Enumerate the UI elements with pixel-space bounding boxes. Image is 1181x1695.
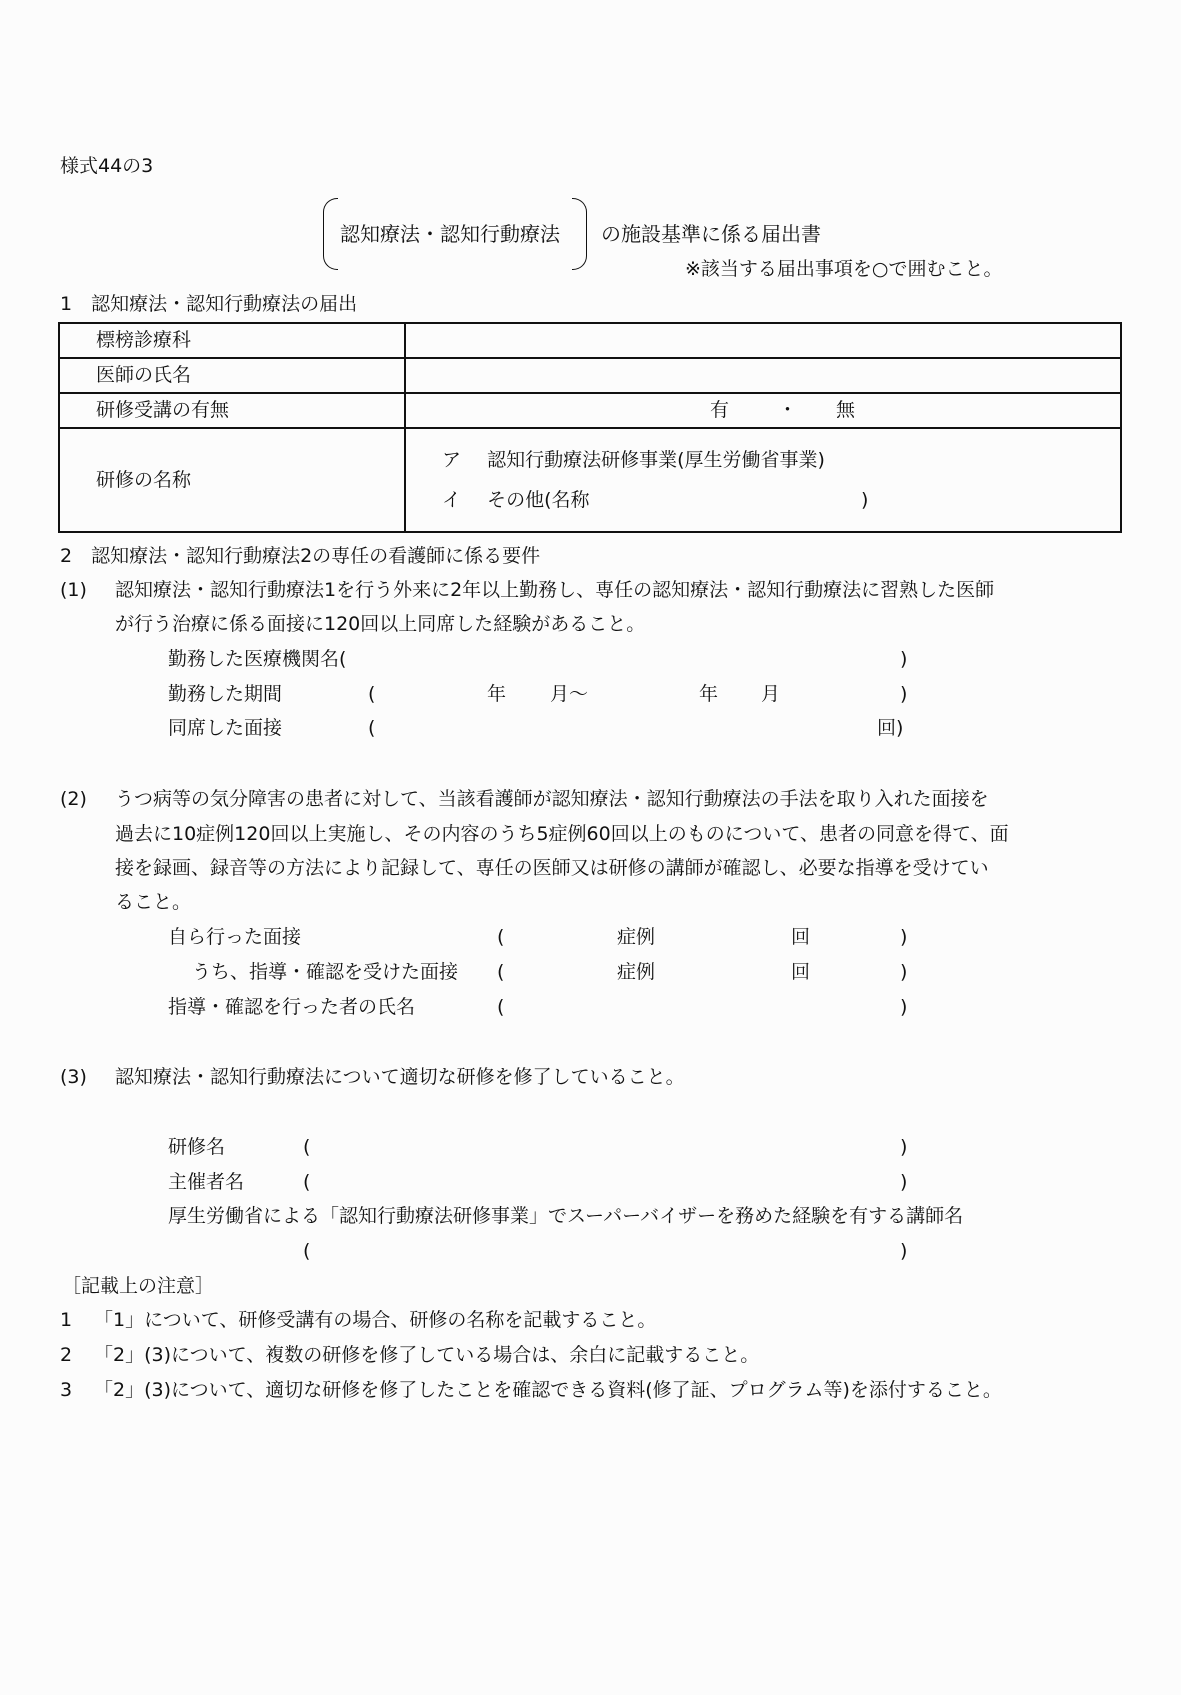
item1-line1: 認知療法・認知行動療法1を行う外来に2年以上勤務し、専任の認知療法・認知行動療法に習熟した医師 bbox=[115, 579, 995, 601]
option-marker: イ bbox=[442, 489, 462, 511]
item3-number: (3) bbox=[60, 1066, 87, 1088]
training-name-field bbox=[405, 428, 1121, 532]
open-paren: ( bbox=[303, 1171, 311, 1193]
note-number: 3 bbox=[60, 1379, 73, 1401]
organizer-label: 主催者名 bbox=[168, 1171, 245, 1193]
option-yes[interactable]: 有 bbox=[710, 399, 730, 421]
organizer-input[interactable] bbox=[320, 1167, 895, 1195]
notes-heading: ［記載上の注意］ bbox=[62, 1275, 215, 1297]
note-number: 2 bbox=[60, 1344, 73, 1366]
open-paren: ( bbox=[303, 1240, 311, 1262]
row-label-training-name: 研修の名称 bbox=[59, 428, 405, 532]
table-row bbox=[59, 323, 1121, 358]
month-label: 月〜 bbox=[550, 683, 589, 705]
notification-table bbox=[58, 322, 1122, 533]
row-label-department: 標榜診療科 bbox=[59, 323, 405, 358]
item1-number: (1) bbox=[60, 579, 87, 601]
cases-unit: 症例 bbox=[617, 926, 656, 948]
close-paren: ) bbox=[900, 1136, 908, 1158]
guided-interview-label: うち、指導・確認を受けた面接 bbox=[192, 961, 459, 983]
open-paren: ( bbox=[368, 683, 376, 705]
close-paren: ) bbox=[900, 683, 908, 705]
institution-label: 勤務した医療機関名( bbox=[168, 648, 347, 670]
attended-label: 同席した面接 bbox=[168, 717, 283, 739]
title-bracketed: 認知療法・認知行動療法 bbox=[340, 222, 560, 246]
self-interview-label: 自ら行った面接 bbox=[168, 926, 302, 948]
form-number: 様式44の3 bbox=[60, 155, 154, 177]
institution-input[interactable] bbox=[380, 644, 900, 672]
option-text: その他(名称 bbox=[487, 489, 590, 511]
item2-line: ること。 bbox=[115, 891, 192, 913]
supervisor-name-label: 指導・確認を行った者の氏名 bbox=[168, 996, 416, 1018]
option-no[interactable]: 無 bbox=[836, 399, 856, 421]
item2-line: 接を録画、録音等の方法により記録して、専任の医師又は研修の講師が確認し、必要な指導を受けてい bbox=[115, 857, 989, 879]
item1-line2: が行う治療に係る面接に120回以上同席した経験があること。 bbox=[115, 613, 646, 635]
attended-count-input[interactable] bbox=[385, 713, 875, 741]
item2-number: (2) bbox=[60, 788, 87, 810]
training-attended-field bbox=[405, 393, 1121, 428]
option-text: 認知行動療法研修事業(厚生労働省事業) bbox=[487, 449, 825, 471]
close-paren: ) bbox=[900, 1171, 908, 1193]
physician-name-field[interactable] bbox=[405, 358, 1121, 393]
note-text: 「2」(3)について、複数の研修を修了している場合は、余白に記載すること。 bbox=[94, 1344, 760, 1366]
close-paren: ) bbox=[900, 1240, 908, 1262]
training-option-a[interactable] bbox=[406, 440, 1120, 480]
row-label-training-attended: 研修受講の有無 bbox=[59, 393, 405, 428]
row-label-physician-name: 医師の氏名 bbox=[59, 358, 405, 393]
option-separator: ・ bbox=[778, 399, 798, 421]
section1-heading: 1 認知療法・認知行動療法の届出 bbox=[60, 293, 358, 315]
open-paren: ( bbox=[497, 996, 505, 1018]
year-label: 年 bbox=[699, 683, 719, 705]
open-paren: ( bbox=[497, 961, 505, 983]
note-text: 「1」について、研修受講有の場合、研修の名称を記載すること。 bbox=[94, 1309, 657, 1331]
item2-line: うつ病等の気分障害の患者に対して、当該看護師が認知療法・認知行動療法の手法を取り入れた面接を bbox=[115, 788, 989, 810]
training-name-input[interactable] bbox=[320, 1132, 895, 1160]
close-paren: ) bbox=[900, 926, 908, 948]
training-name-label: 研修名 bbox=[168, 1136, 226, 1158]
option-marker: ア bbox=[442, 449, 462, 471]
training-option-i[interactable] bbox=[406, 480, 1120, 520]
table-row bbox=[59, 393, 1121, 428]
times-unit: 回 bbox=[791, 961, 811, 983]
month-label: 月 bbox=[761, 683, 781, 705]
times-unit: 回) bbox=[877, 717, 904, 739]
open-paren: ( bbox=[303, 1136, 311, 1158]
cases-unit: 症例 bbox=[617, 961, 656, 983]
open-paren: ( bbox=[368, 717, 376, 739]
open-paren: ( bbox=[497, 926, 505, 948]
option-close-paren: ) bbox=[861, 489, 869, 511]
instructor-label: 厚生労働省による「認知行動療法研修事業」でスーパーバイザーを務めた経験を有する講師名 bbox=[168, 1205, 964, 1227]
department-field[interactable] bbox=[405, 323, 1121, 358]
instructor-input[interactable] bbox=[320, 1236, 895, 1264]
item2-line: 過去に10症例120回以上実施し、その内容のうち5症例60回以上のものについて、患者の同意を得て、面 bbox=[115, 823, 1009, 845]
times-unit: 回 bbox=[791, 926, 811, 948]
close-paren: ) bbox=[900, 648, 908, 670]
table-row bbox=[59, 428, 1121, 532]
right-bracket bbox=[572, 198, 587, 270]
title-suffix: の施設基準に係る届出書 bbox=[601, 222, 821, 246]
period-label: 勤務した期間 bbox=[168, 683, 283, 705]
supervisor-name-input[interactable] bbox=[515, 992, 895, 1020]
table-row bbox=[59, 358, 1121, 393]
note-text: 「2」(3)について、適切な研修を修了したことを確認できる資料(修了証、プログラム等)を添付すること。 bbox=[94, 1379, 1002, 1401]
note-number: 1 bbox=[60, 1309, 73, 1331]
year-label: 年 bbox=[487, 683, 507, 705]
title-note: ※該当する届出事項を○で囲むこと。 bbox=[685, 258, 1003, 280]
close-paren: ) bbox=[900, 961, 908, 983]
left-bracket bbox=[323, 198, 338, 270]
item3-text: 認知療法・認知行動療法について適切な研修を修了していること。 bbox=[115, 1066, 685, 1088]
close-paren: ) bbox=[900, 996, 908, 1018]
section2-heading: 2 認知療法・認知行動療法2の専任の看護師に係る要件 bbox=[60, 545, 541, 567]
